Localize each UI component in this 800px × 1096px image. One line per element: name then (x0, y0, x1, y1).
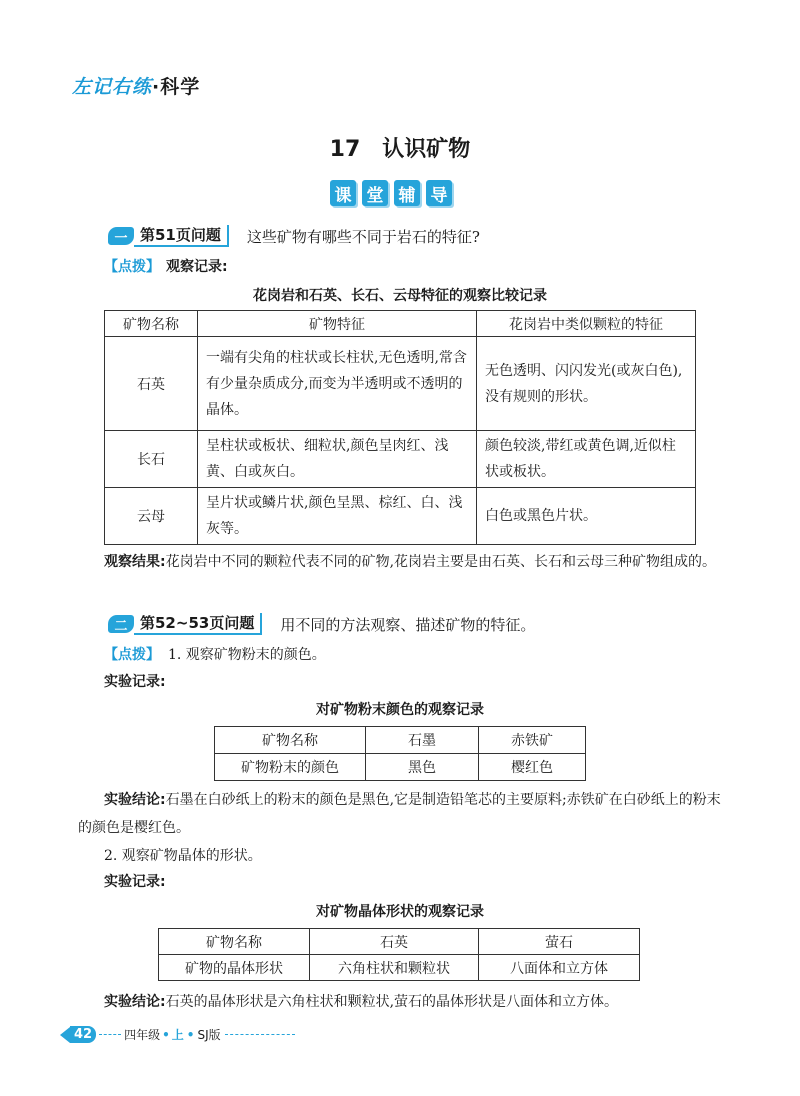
page-number: 42 (70, 1026, 96, 1043)
experiment-conclusion-1 (78, 786, 728, 842)
term-label: 上 (171, 1028, 184, 1042)
conclusion-text: 石墨在白砂纸上的粉末的颜色是黑色,它是制造铅笔芯的主要原料;赤铁矿在白砂纸上的粉末的颜色是樱红色。 (78, 792, 721, 836)
book-brand (72, 72, 200, 99)
table-cell: 矿物的晶体形状 (159, 955, 310, 981)
brand-sep: · (152, 76, 161, 98)
crystal-shape-table (158, 928, 640, 981)
table-cell: 呈柱状或板状、细粒状,颜色呈肉红、浅黄、白或灰白。 (198, 431, 477, 488)
table-cell: 矿物粉末的颜色 (215, 754, 366, 781)
page-footer (60, 1026, 295, 1043)
banner-char: 辅 (394, 180, 420, 206)
conclusion-text: 石英的晶体形状是六角柱状和颗粒状,萤石的晶体形状是八面体和立方体。 (165, 994, 619, 1010)
experiment-conclusion-2 (104, 988, 744, 1016)
footer-divider (225, 1034, 295, 1035)
table-cell: 八面体和立方体 (479, 955, 640, 981)
question-badge: 一 (108, 227, 134, 245)
question-page: 第51页问题 (134, 225, 229, 247)
conclusion-label: 实验结论: (104, 994, 166, 1010)
lesson-number: 17 (329, 137, 361, 162)
record-label-text: 实验记录: (104, 874, 166, 890)
hint-2 (104, 644, 326, 664)
table-cell: 颜色较淡,带红或黄色调,近似柱状或板状。 (477, 431, 696, 488)
question-tag-2 (108, 612, 535, 636)
hint-label: 【点拨】 (104, 259, 160, 275)
table-cell: 云母 (105, 488, 198, 545)
table-header-cell: 矿物名称 (105, 311, 198, 337)
table-cell: 萤石 (479, 929, 640, 955)
hint-item: 1. 观察矿物粉末的颜色。 (168, 647, 326, 663)
table-cell: 石英 (105, 337, 198, 431)
table-header-row (105, 311, 696, 337)
record-label (104, 668, 166, 696)
page-arrow-icon (60, 1027, 70, 1043)
result-label: 观察结果: (104, 554, 166, 570)
record-label-2 (104, 868, 166, 896)
table-cell: 矿物名称 (159, 929, 310, 955)
question-badge: 二 (108, 615, 134, 633)
question-page: 第52~53页问题 (134, 613, 262, 635)
footer-dot: • (162, 1027, 170, 1042)
banner-char: 导 (426, 180, 452, 206)
table-cell: 呈片状或鳞片状,颜色呈黑、棕红、白、浅灰等。 (198, 488, 477, 545)
question-text: 这些矿物有哪些不同于岩石的特征? (246, 227, 480, 246)
banner-char: 堂 (362, 180, 388, 206)
hint-1 (104, 256, 228, 276)
table-cell: 黑色 (366, 754, 479, 781)
comparison-table (104, 310, 696, 545)
table-cell: 白色或黑色片状。 (477, 488, 696, 545)
table-cell: 樱红色 (479, 754, 586, 781)
item-2: 2. 观察矿物晶体的形状。 (104, 848, 262, 864)
lesson-title (0, 132, 800, 163)
powder-color-table (214, 726, 586, 781)
table-row (215, 754, 586, 781)
hint-text: 观察记录: (166, 259, 228, 275)
table-row (215, 727, 586, 754)
table-cell: 无色透明、闪闪发光(或灰白色),没有规则的形状。 (477, 337, 696, 431)
brand-subject: 科学 (160, 76, 201, 98)
section-banner (330, 180, 452, 206)
brand-main: 左记右练 (72, 76, 153, 98)
table-row (159, 955, 640, 981)
result-text: 花岗岩中不同的颗粒代表不同的矿物,花岗岩主要是由石英、长石和云母三种矿物组成的。 (165, 554, 717, 570)
question-tag-1 (108, 224, 480, 248)
table-cell: 矿物名称 (215, 727, 366, 754)
table-cell: 赤铁矿 (479, 727, 586, 754)
record-label-text: 实验记录: (104, 674, 166, 690)
footer-divider (99, 1034, 121, 1035)
table-cell: 石英 (310, 929, 479, 955)
table-row (105, 337, 696, 431)
table-caption: 花岗岩和石英、长石、云母特征的观察比较记录 (253, 288, 547, 304)
table-cell: 石墨 (366, 727, 479, 754)
table-header-cell: 花岗岩中类似颗粒的特征 (477, 311, 696, 337)
footer-dot: • (186, 1027, 195, 1042)
banner-char: 课 (330, 180, 356, 206)
table-row (105, 431, 696, 488)
edition-label: SJ版 (197, 1028, 221, 1042)
conclusion-label: 实验结论: (104, 792, 166, 808)
table-cell: 长石 (105, 431, 198, 488)
table1-caption: 对矿物粉末颜色的观察记录 (316, 702, 484, 718)
table2-caption: 对矿物晶体形状的观察记录 (316, 904, 484, 920)
table-cell: 一端有尖角的柱状或长柱状,无色透明,常含有少量杂质成分,而变为半透明或不透明的晶体。 (198, 337, 477, 431)
hint-label: 【点拨】 (104, 647, 160, 663)
lesson-name: 认识矿物 (382, 137, 471, 162)
table-header-cell: 矿物特征 (198, 311, 477, 337)
table-cell: 六角柱状和颗粒状 (310, 955, 479, 981)
table-row (105, 488, 696, 545)
grade-label: 四年级 (124, 1028, 161, 1042)
observation-result (78, 548, 728, 576)
question-text: 用不同的方法观察、描述矿物的特征。 (280, 615, 536, 634)
table-row (159, 929, 640, 955)
